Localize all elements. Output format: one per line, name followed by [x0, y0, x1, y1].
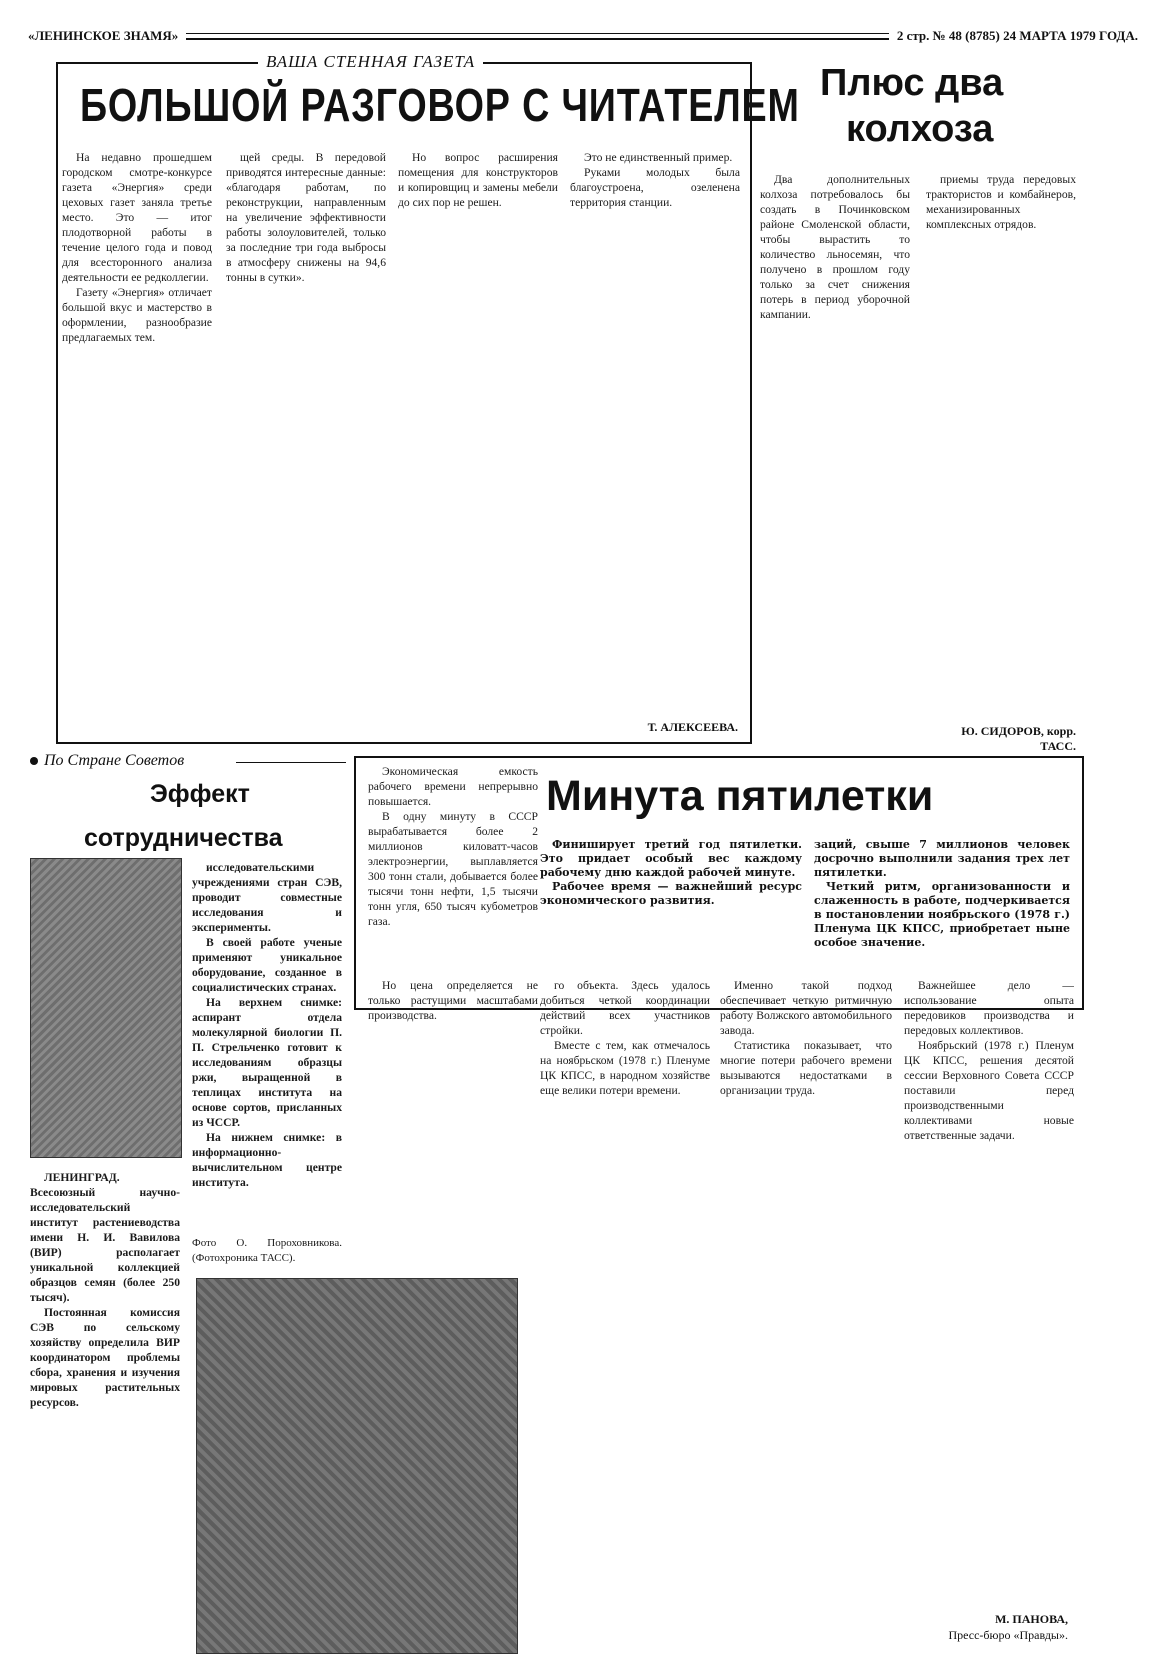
paragraph: Постоянная комиссия СЭВ по сельскому хозяйству определила ВИР координатором проблемы сбора, хранения и изучения мировых растительных ресурсов. — [30, 1306, 180, 1409]
sovety-rubric-rule — [236, 762, 346, 763]
paragraph: На верхнем снимке: аспирант отдела молекулярной биологии П. П. Стрельченко готовит к исследованиям образцы ржи, выращенной в теплицах института на основе сортов, присланных из ЧССР. — [192, 996, 342, 1129]
minuta-intro-left — [368, 764, 538, 978]
paragraph: В своей работе ученые применяют уникальное оборудование, созданное в социалистических странах. — [192, 936, 342, 994]
kolkhoz-signature: Ю. СИДОРОВ, корр. ТАСС. — [961, 724, 1076, 753]
paragraph: заций, свыше 7 миллионов человек досрочно выполнили задания трех лет пятилетки. — [814, 838, 1070, 879]
paragraph: Газету «Энергия» отличает большой вкус и мастерство в оформлении, разнообразие предлагаемых тем. — [62, 286, 212, 344]
paragraph: На недавно прошедшем городском смотре-конкурсе газета «Энергия» среди цеховых газет заняла третье место. Это — итог плодотворной работы в течение целого года и повод для всесторонного анализа деятельности ее редколлегии. — [62, 151, 212, 284]
stennaya-col-3 — [398, 150, 558, 730]
stennaya-col-1 — [62, 150, 212, 730]
issue-info: 2 стр. № 48 (8785) 24 МАРТА 1979 ГОДА. — [896, 28, 1138, 43]
masthead-rule — [186, 33, 889, 40]
paper-name: «ЛЕНИНСКОЕ ЗНАМЯ» — [28, 28, 179, 43]
sovety-rubric — [30, 752, 184, 770]
minuta-col-4 — [904, 978, 1074, 1604]
kolkhoz-col-2 — [926, 172, 1076, 717]
minuta-title: Минута пятилетки — [546, 772, 934, 820]
paragraph: На нижнем снимке: в информационно-вычислительном центре института. — [192, 1131, 342, 1189]
sovety-col-left — [30, 1170, 180, 1650]
paragraph: Четкий ритм, организованности и слаженность в работе, подчеркивается в постановлении ноябрьского (1978 г.) Пленума ЦК КПСС, приобретает ныне особое значение. — [814, 880, 1070, 949]
paragraph: Экономическая емкость рабочего времени непрерывно повышается. — [368, 765, 538, 808]
minuta-signature-org: Пресс-бюро «Правды». — [948, 1628, 1068, 1642]
kolkhoz-col-1 — [760, 172, 910, 742]
paragraph: Статистика показывает, что многие потери рабочего времени вызываются недостатками в организации труда. — [720, 1039, 892, 1097]
stennaya-kicker: ВАША СТЕННАЯ ГАЗЕТА — [258, 52, 483, 72]
paragraph: щей среды. В передовой приводятся интересные данные: «благодаря работам, по реконструкции, направленным на увеличение эффективности работы золоуловителей, только за последние три года выбросы в атмосферу снижены на 94,6 тонны в сутки». — [226, 151, 386, 284]
rubric-bullet-icon — [30, 757, 38, 765]
paragraph: Но цена определяется не только растущими масштабами производства. — [368, 979, 538, 1022]
minuta-col-1 — [368, 978, 538, 1268]
masthead — [28, 28, 1138, 44]
sovety-rubric-text: По Стране Советов — [44, 752, 185, 769]
sovety-col-right — [192, 860, 342, 1276]
stennaya-signature: Т. АЛЕКСЕЕВА. — [647, 720, 738, 734]
paragraph: Два дополнительных колхоза потребовалось бы создать в Починковском районе Смоленской области, чтобы вырастить то количество льносемян, что получено в прошлом году только за счет снижения потерь в период уборочной кампании. — [760, 173, 910, 321]
paragraph: приемы труда передовых трактористов и комбайнеров, механизированных комплексных отрядов. — [926, 173, 1076, 231]
paragraph: го объекта. Здесь удалось добиться четкой координации действий всех участников стройки. — [540, 979, 710, 1037]
paragraph: Рабочее время — важнейший ресурс экономического развития. — [540, 880, 802, 907]
minuta-signature: М. ПАНОВА, — [995, 1612, 1068, 1626]
minuta-lead-1 — [540, 838, 802, 978]
paragraph: Именно такой подход обеспечивает четкую ритмичную работу Волжского автомобильного завода. — [720, 979, 892, 1037]
sovety-title-line1: Эффект — [150, 780, 250, 808]
photo-credit: Фото О. Пороховникова. (Фотохроника ТАСС). — [192, 1237, 342, 1264]
paragraph: ЛЕНИНГРАД. Всесоюзный научно-исследовательский институт растениеводства имени Н. И. Вавилова (ВИР) располагает уникальной коллекцией образцов семян (более 250 тысяч). — [30, 1171, 180, 1304]
stennaya-title: БОЛЬШОЙ РАЗГОВОР С ЧИТАТЕЛЕМ — [80, 79, 800, 131]
computer-center-photo — [196, 1278, 518, 1654]
paragraph: В одну минуту в СССР вырабатывается более 2 миллионов киловатт-часов электроэнергии, выплавляется 300 тонн стали, добывается более тысячи тонн нефти, 1,5 тысячи тонн угля, 650 тысяч кубометров газа. — [368, 810, 538, 928]
paragraph: исследовательскими учреждениями стран СЭВ, проводит совместные исследования и эксперименты. — [192, 861, 342, 934]
kolkhoz-title-line1: Плюс два — [820, 62, 1004, 104]
minuta-col-3 — [720, 978, 892, 1652]
paragraph: Вместе с тем, как отмечалось на ноябрьском (1978 г.) Пленуме ЦК КПСС, в народном хозяйстве еще велики потери времени. — [540, 1039, 710, 1097]
stennaya-col-2 — [226, 150, 386, 730]
paragraph: Финиширует третий год пятилетки. Это придает особый вес каждому рабочему дню каждой рабочей минуте. — [540, 838, 802, 879]
paragraph: Руками молодых была благоустроена, озеленена территория станции. — [570, 166, 740, 209]
paragraph: Ноябрьский (1978 г.) Пленум ЦК КПСС, решения десятой сессии Верховного Совета СССР поставили перед производственными коллективами новые ответственные задачи. — [904, 1039, 1074, 1142]
paragraph: Это не единственный пример. — [584, 151, 733, 164]
stennaya-col-4 — [570, 150, 740, 710]
scientist-photo — [30, 858, 182, 1158]
paragraph: Но вопрос расширения помещения для конструкторов и копировщиц и замены мебели до сих пор не решен. — [398, 151, 558, 209]
sovety-title-line2: сотрудничества — [84, 824, 283, 852]
minuta-lead-2 — [814, 838, 1070, 978]
minuta-col-2 — [540, 978, 710, 1652]
kolkhoz-title-line2: колхоза — [846, 108, 994, 150]
paragraph: Важнейшее дело — использование опыта передовиков производства и передовых коллективов. — [904, 979, 1074, 1037]
